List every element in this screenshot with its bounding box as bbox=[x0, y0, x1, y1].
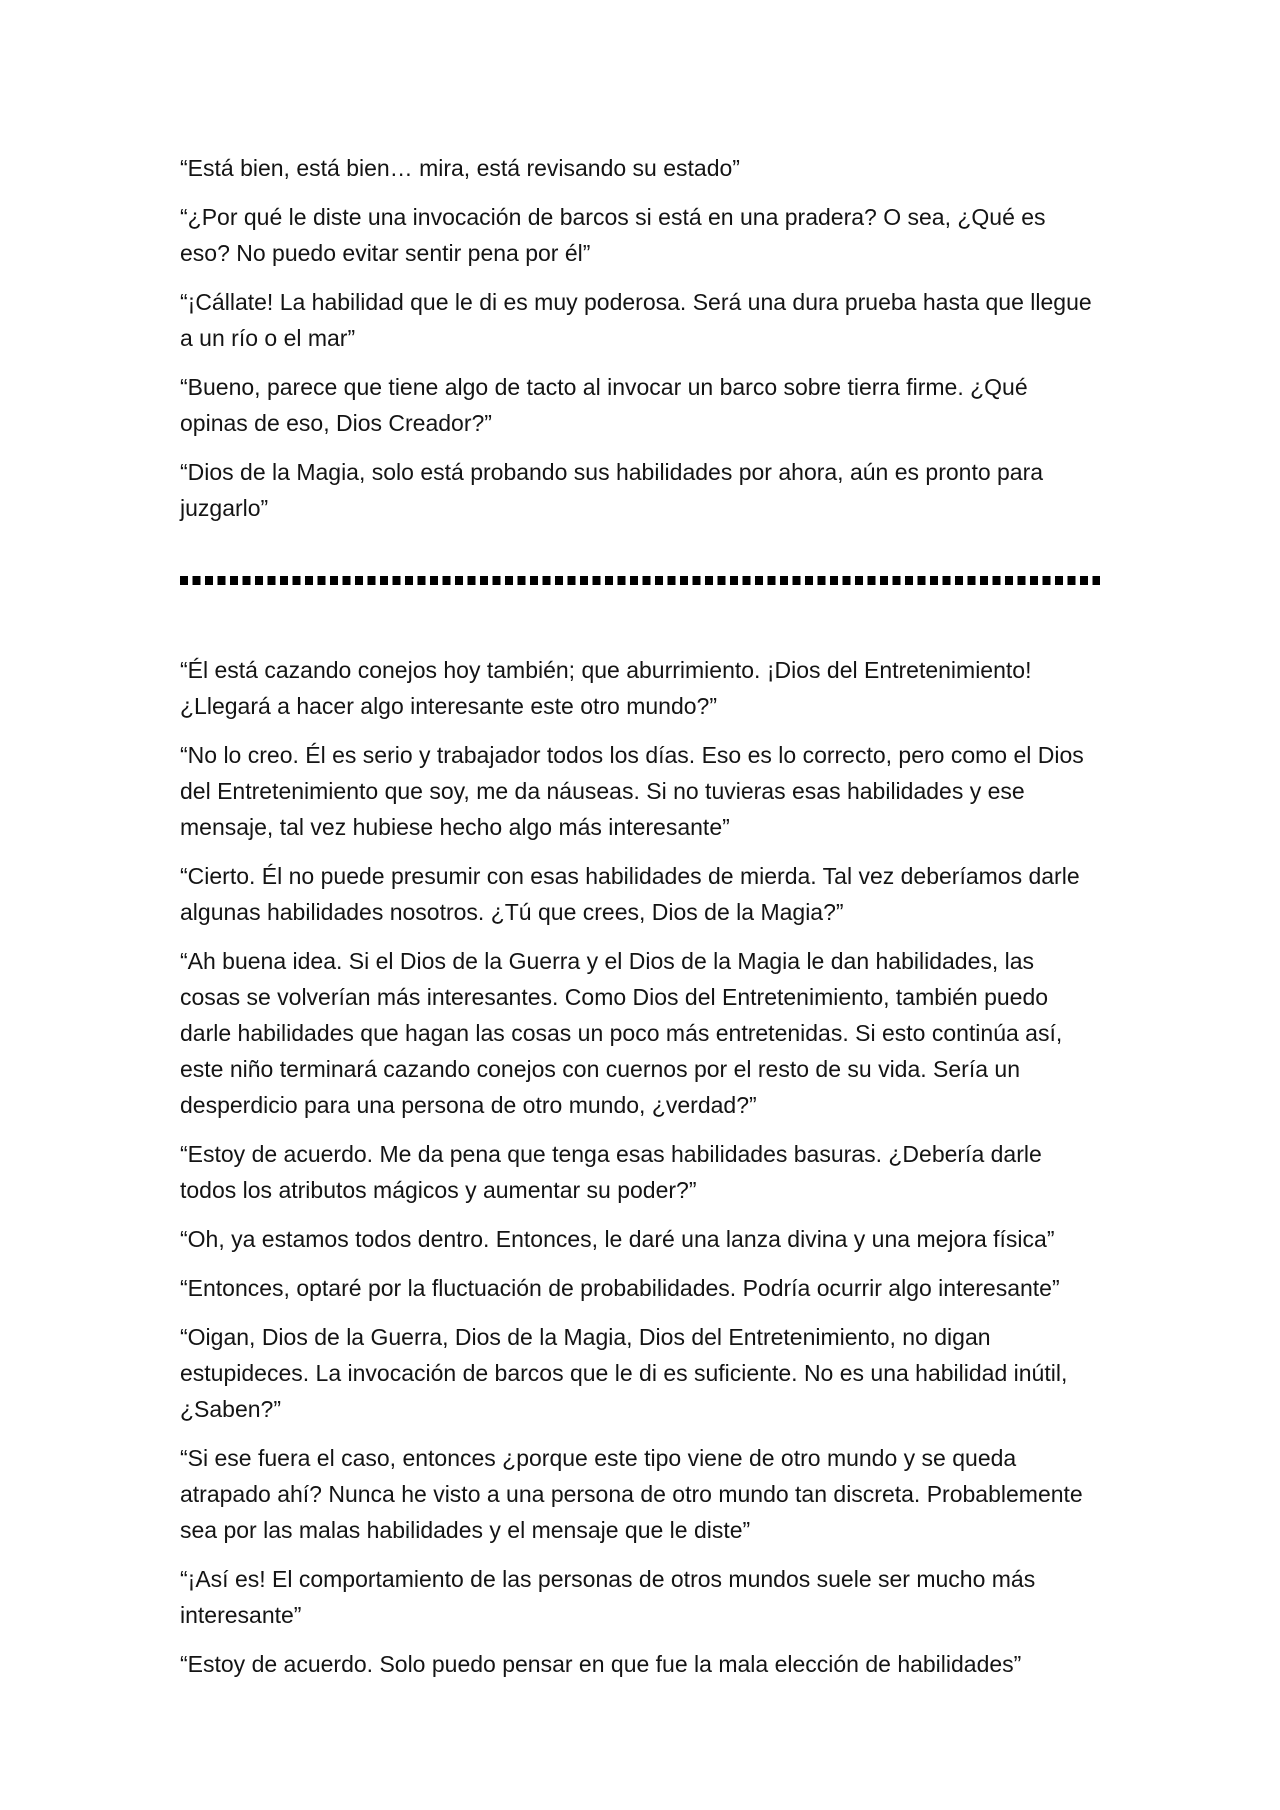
dialogue-paragraph: “¿Por qué le diste una invocación de barcos si está en una pradera? O sea, ¿Qué es eso? No puedo evitar sentir pena por él” bbox=[180, 204, 1046, 266]
dialogue-paragraph: “Estoy de acuerdo. Me da pena que tenga esas habilidades basuras. ¿Debería darle todos los atributos mágicos y aumentar su poder?” bbox=[180, 1141, 1042, 1203]
dialogue-paragraph: “Entonces, optaré por la fluctuación de probabilidades. Podría ocurrir algo interesante” bbox=[180, 1275, 1060, 1301]
dialogue-paragraph: “Estoy de acuerdo. Solo puedo pensar en que fue la mala elección de habilidades” bbox=[180, 1651, 1022, 1677]
dialogue-paragraph: “¡Así es! El comportamiento de las personas de otros mundos suele ser mucho más interesante” bbox=[180, 1566, 1036, 1628]
dialogue-paragraph: “Dios de la Magia, solo está probando sus habilidades por ahora, aún es pronto para juzgarlo” bbox=[180, 459, 1044, 521]
dialogue-block-top bbox=[180, 150, 1100, 526]
dialogue-paragraph: “Él está cazando conejos hoy también; que aburrimiento. ¡Dios del Entretenimiento! ¿Llegará a hacer algo interesante este otro mundo?” bbox=[180, 657, 1032, 719]
dialogue-paragraph: “Cierto. Él no puede presumir con esas habilidades de mierda. Tal vez deberíamos darle algunas habilidades nosotros. ¿Tú que crees, Dios de la Magia?” bbox=[180, 863, 1080, 925]
dialogue-paragraph: “Oh, ya estamos todos dentro. Entonces, le daré una lanza divina y una mejora física” bbox=[180, 1226, 1055, 1252]
dialogue-paragraph: “No lo creo. Él es serio y trabajador todos los días. Eso es lo correcto, pero como el Dios del Entretenimiento que soy, me da náuseas. Si no tuvieras esas habilidades y ese mensaje, tal vez hubiese hecho algo más interesante” bbox=[180, 742, 1084, 840]
dialogue-block-bottom bbox=[180, 652, 1100, 1682]
dialogue-paragraph: “¡Cállate! La habilidad que le di es muy poderosa. Será una dura prueba hasta que llegue a un río o el mar” bbox=[180, 289, 1092, 351]
section-divider bbox=[180, 576, 1100, 585]
dialogue-paragraph: “Si ese fuera el caso, entonces ¿porque este tipo viene de otro mundo y se queda atrapado ahí? Nunca he visto a una persona de otro mundo tan discreta. Probablemente sea por las malas habilidades y el mensaje que le diste” bbox=[180, 1445, 1083, 1543]
dialogue-paragraph: “Ah buena idea. Si el Dios de la Guerra y el Dios de la Magia le dan habilidades, las cosas se volverían más interesantes. Como Dios del Entretenimiento, también puedo darle habilidades que hagan las cosas un poco más entretenidas. Si esto continúa así, este niño terminará cazando conejos con cuernos por el resto de su vida. Sería un desperdicio para una persona de otro mundo, ¿verdad?” bbox=[180, 948, 1063, 1118]
dialogue-paragraph: “Oigan, Dios de la Guerra, Dios de la Magia, Dios del Entretenimiento, no digan estupideces. La invocación de barcos que le di es suficiente. No es una habilidad inútil, ¿Saben?” bbox=[180, 1324, 1068, 1422]
dialogue-paragraph: “Bueno, parece que tiene algo de tacto al invocar un barco sobre tierra firme. ¿Qué opinas de eso, Dios Creador?” bbox=[180, 374, 1028, 436]
dialogue-paragraph: “Está bien, está bien… mira, está revisando su estado” bbox=[180, 155, 740, 181]
